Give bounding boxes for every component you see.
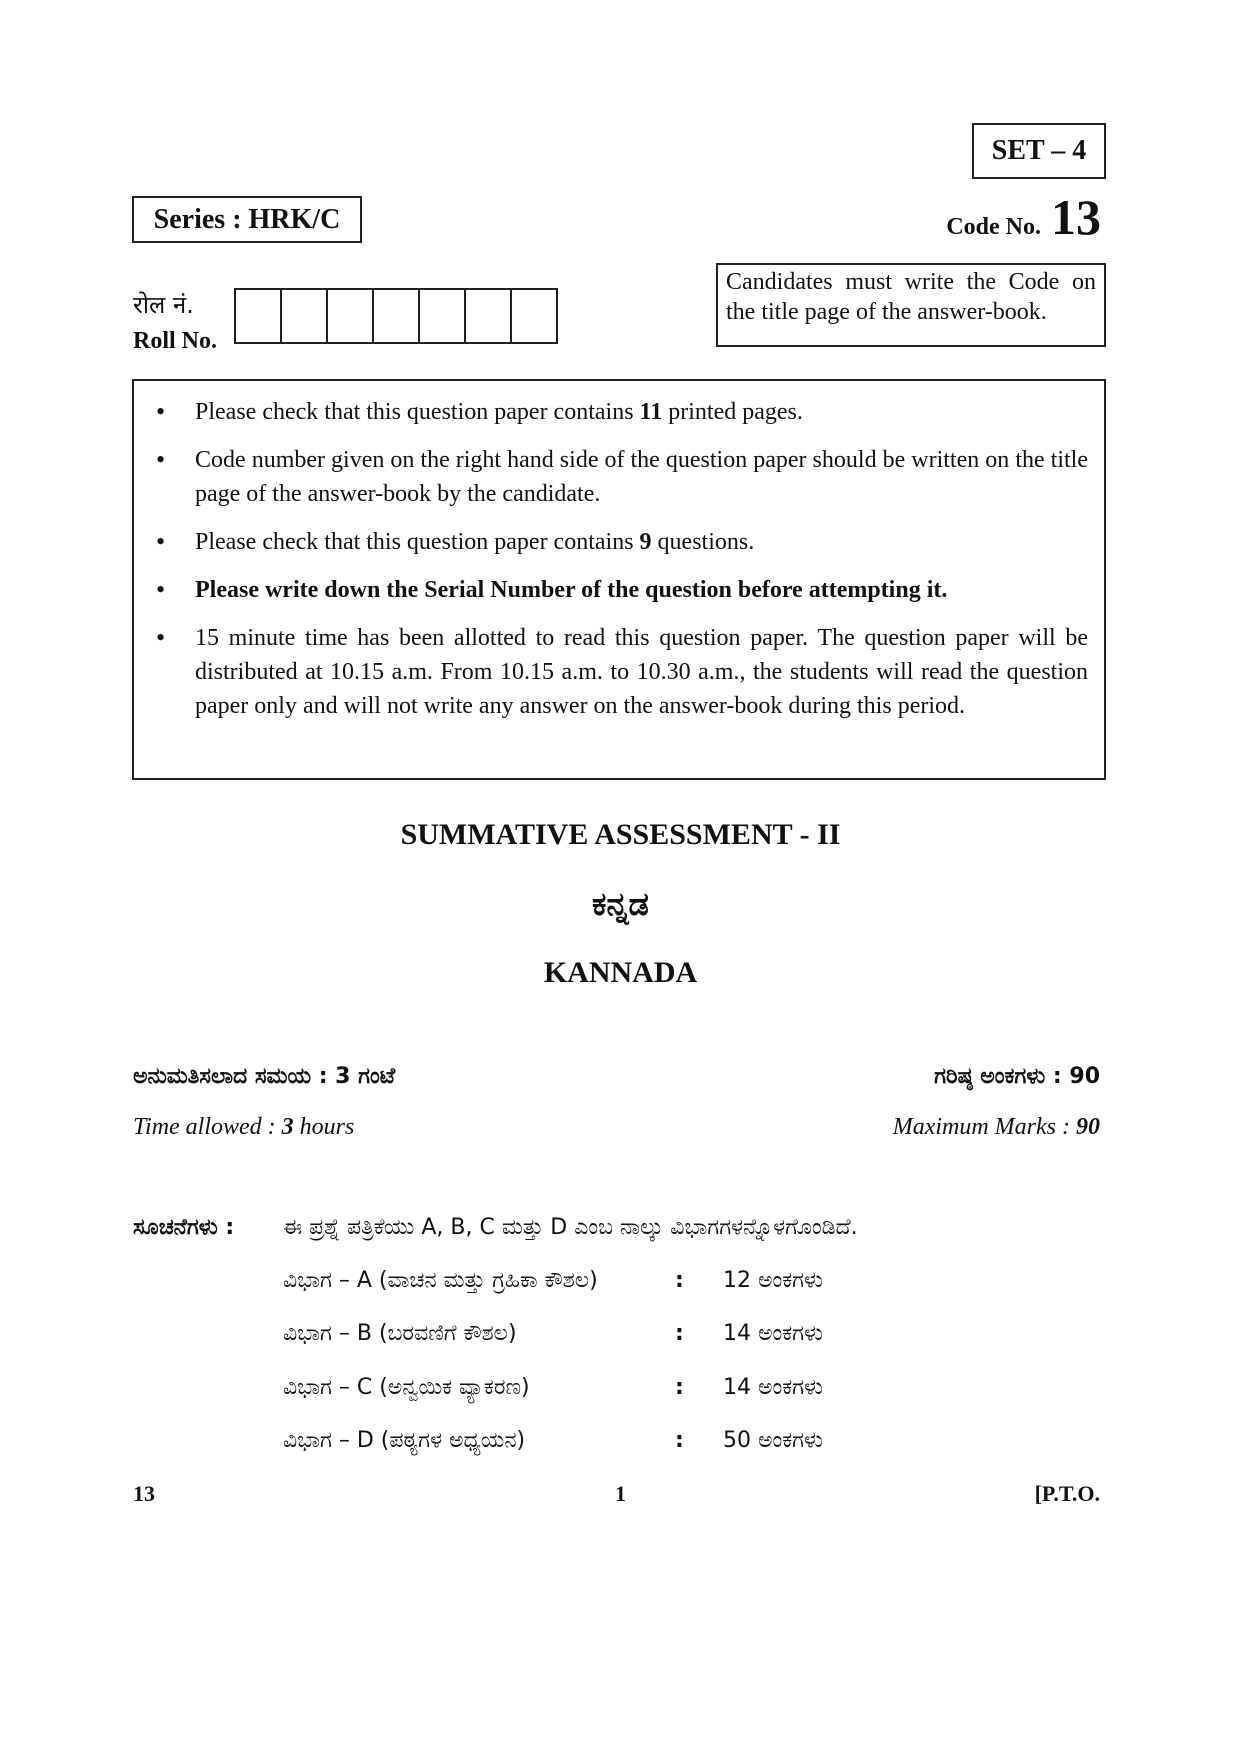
section-colon: : bbox=[675, 1375, 684, 1400]
page-number: 1 bbox=[615, 1481, 626, 1506]
roll-cell[interactable] bbox=[280, 288, 328, 344]
section-name: ವಿಭಾಗ – B (ಬರವಣಿಗೆ ಕೌಶಲ) bbox=[283, 1321, 517, 1346]
please-turn-over: [P.T.O. bbox=[1034, 1481, 1100, 1506]
section-marks: 50 ಅಂಕಗಳು bbox=[723, 1428, 823, 1453]
roll-number-boxes bbox=[236, 288, 558, 344]
section-name: ವಿಭಾಗ – C (ಅನ್ವಯಿಕ ವ್ಯಾಕರಣ) bbox=[283, 1375, 530, 1400]
section-marks: 14 ಅಂಕಗಳು bbox=[723, 1321, 823, 1346]
max-marks-english: Maximum Marks : 90 bbox=[892, 1114, 1100, 1140]
instructions-box bbox=[132, 379, 1106, 780]
roll-label-english: Roll No. bbox=[133, 328, 217, 354]
instruction-item: • Code number given on the right hand side of the question paper should be written on the title page of the answer-book by the candidate. bbox=[150, 443, 1088, 511]
section-colon: : bbox=[675, 1428, 684, 1453]
instruction-item: • Please check that this question paper contains 9 questions. bbox=[150, 525, 1088, 559]
instruction-item: • Please write down the Serial Number of the question before attempting it. bbox=[150, 573, 1088, 607]
section-marks: 12 ಅಂಕಗಳು bbox=[723, 1268, 823, 1293]
instructions-list bbox=[150, 395, 1088, 723]
section-row bbox=[283, 1321, 983, 1357]
roll-cell[interactable] bbox=[510, 288, 558, 344]
time-allowed-kannada: ಅನುಮತಿಸಲಾದ ಸಮಯ : 3 ಗಂಟೆ bbox=[133, 1064, 396, 1089]
section-colon: : bbox=[675, 1268, 684, 1293]
roll-label-hindi: रोल नं. bbox=[133, 291, 194, 319]
instruction-item: • Please check that this question paper contains 11 printed pages. bbox=[150, 395, 1088, 429]
subject-title-english: KANNADA bbox=[543, 956, 698, 989]
time-allowed-english: Time allowed : 3 hours bbox=[133, 1114, 355, 1140]
subject-title-kannada: ಕನ್ನಡ bbox=[592, 885, 649, 923]
section-colon: : bbox=[675, 1321, 684, 1346]
instruction-item: • 15 minute time has been allotted to read this question paper. The question paper will be distributed at 10.15 a.m. From 10.15 a.m. to 10.30 a.m., the students will read the question paper only and will not write any answer on the answer-book during this period. bbox=[150, 621, 1088, 723]
directions-label: ಸೂಚನೆಗಳು : bbox=[133, 1215, 235, 1240]
roll-cell[interactable] bbox=[234, 288, 282, 344]
section-name: ವಿಭಾಗ – D (ಪಠ್ಯಗಳ ಅಧ್ಯಯನ) bbox=[283, 1428, 526, 1453]
code-label: Code No. bbox=[946, 214, 1041, 240]
max-marks-kannada: ಗರಿಷ್ಠ ಅಂಕಗಳು : 90 bbox=[934, 1064, 1100, 1089]
candidates-note: Candidates must write the Code on the title page of the answer-book. bbox=[716, 263, 1106, 347]
roll-cell[interactable] bbox=[326, 288, 374, 344]
roll-cell[interactable] bbox=[464, 288, 512, 344]
section-name: ವಿಭಾಗ – A (ವಾಚನ ಮತ್ತು ಗ್ರಹಿಕಾ ಕೌಶಲ) bbox=[283, 1268, 598, 1293]
footer-code: 13 bbox=[133, 1481, 155, 1506]
section-row bbox=[283, 1428, 983, 1464]
code-value: 13 bbox=[1051, 189, 1101, 245]
set-label: SET – 4 bbox=[972, 123, 1106, 179]
directions-text: ಈ ಪ್ರಶ್ನೆ ಪತ್ರಿಕೆಯು A, B, C ಮತ್ತು D ಎಂಬ ನಾಲ್ಕು ವಿಭಾಗಗಳನ್ನೊಳಗೊಂಡಿದೆ. bbox=[283, 1215, 858, 1240]
code-number bbox=[946, 189, 1101, 245]
section-marks: 14 ಅಂಕಗಳು bbox=[723, 1375, 823, 1400]
assessment-title: SUMMATIVE ASSESSMENT - II bbox=[400, 818, 841, 851]
section-row bbox=[283, 1268, 983, 1304]
roll-cell[interactable] bbox=[418, 288, 466, 344]
series-label: Series : HRK/C bbox=[132, 196, 362, 243]
roll-cell[interactable] bbox=[372, 288, 420, 344]
section-row bbox=[283, 1375, 983, 1411]
